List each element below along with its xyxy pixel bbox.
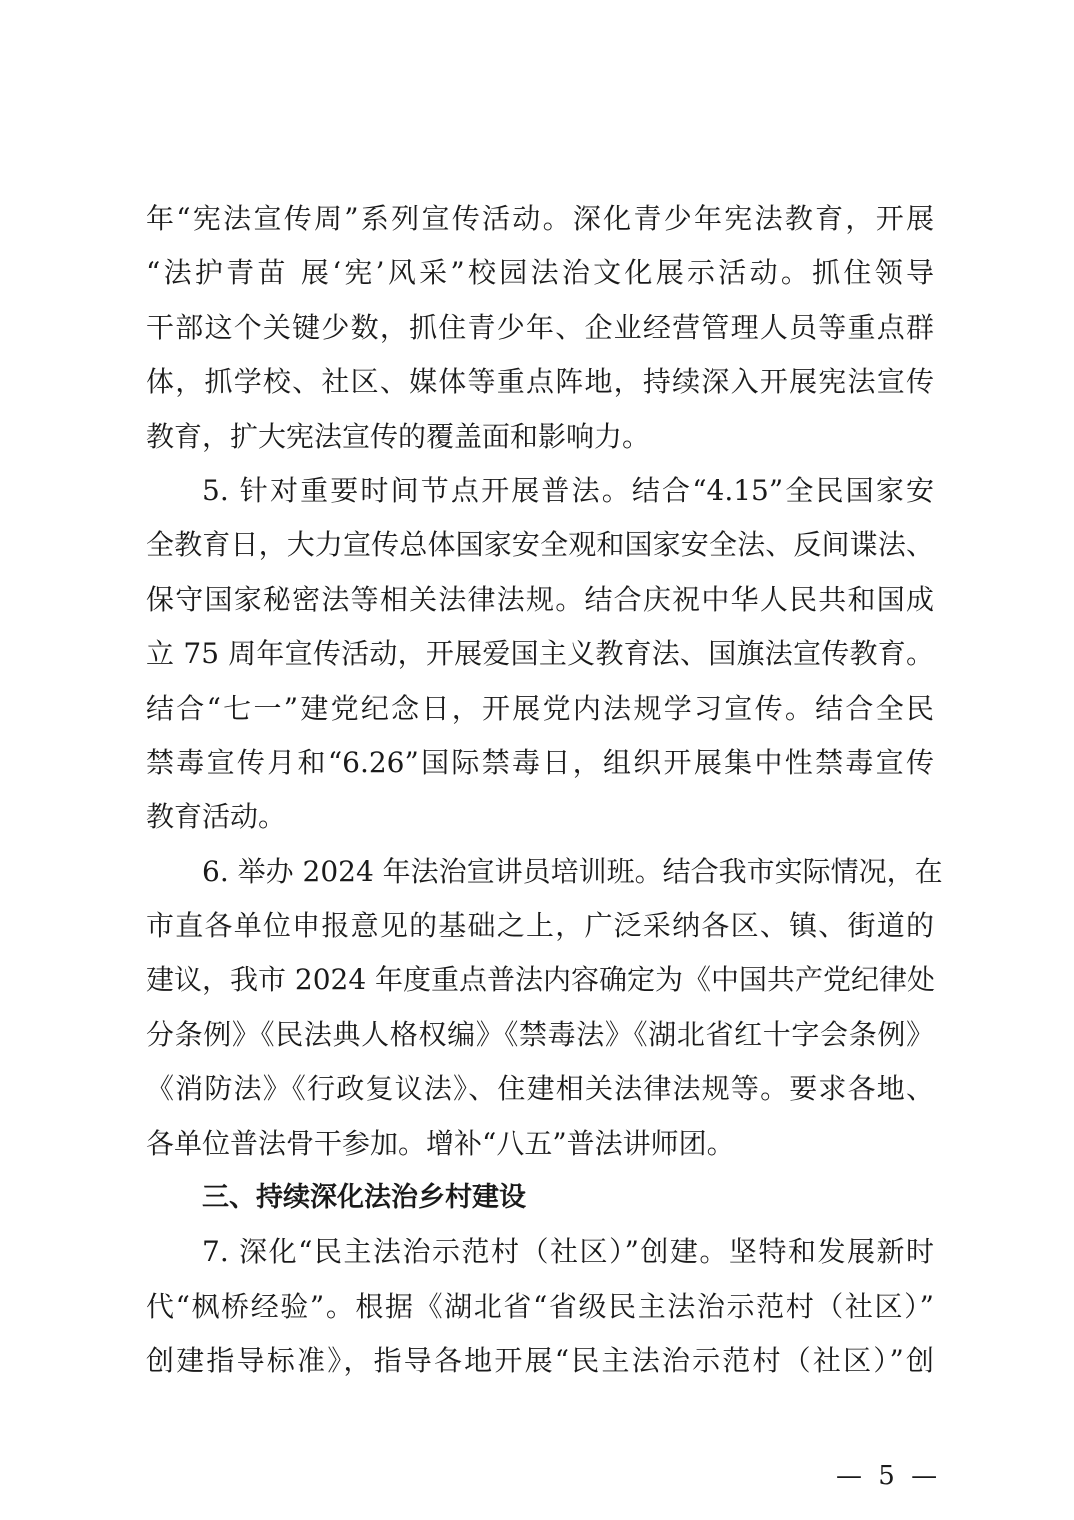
page-number: — 5 — (836, 1461, 942, 1491)
item-5-line-3: 保守国家秘密法等相关法律法规。结合庆祝中华人民共和国成 (146, 582, 934, 616)
section-heading-3: 三、持续深化法治乡村建设 (202, 1182, 526, 1214)
item-5-line-7: 教育活动。 (146, 800, 287, 834)
item-7-line-1: 7. 深化“民主法治示范村（社区）”创建。坚特和发展新时 (202, 1235, 934, 1269)
item-5-line-5: 结合“七一”建党纪念日，开展党内法规学习宣传。结合全民 (146, 691, 934, 725)
item-5-line-2: 全教育日，大力宣传总体国家安全观和国家安全法、反间谍法、 (146, 528, 934, 562)
item-6-line-2: 市直各单位申报意见的基础之上，广泛采纳各区、镇、街道的 (146, 909, 934, 943)
body-line-4: 体，抓学校、社区、媒体等重点阵地，持续深入开展宪法宣传 (146, 365, 934, 399)
item-5-line-4: 立 75 周年宣传活动，开展爱国主义教育法、国旗法宣传教育。 (146, 637, 934, 671)
body-line-5: 教育，扩大宪法宣传的覆盖面和影响力。 (146, 419, 651, 453)
document-body (146, 192, 943, 1389)
item-5-line-6: 禁毒宣传月和“6.26”国际禁毒日，组织开展集中性禁毒宣传 (146, 745, 934, 779)
body-line-1: 年“宪法宣传周”系列宣传活动。深化青少年宪法教育，开展 (146, 202, 934, 235)
item-5-line-1: 5. 针对重要时间节点开展普法。结合“4.15”全民国家安 (202, 473, 934, 507)
item-6-line-4: 分条例》《民法典人格权编》《禁毒法》《湖北省红十字会条例》 (146, 1017, 934, 1051)
item-7-line-3: 创建指导标准》，指导各地开展“民主法治示范村（社区）”创 (146, 1344, 934, 1378)
item-7-line-2: 代“枫桥经验”。根据《湖北省“省级民主法治示范村（社区）” (146, 1289, 934, 1323)
body-line-3: 干部这个关键少数，抓住青少年、企业经营管理人员等重点群 (146, 310, 934, 344)
body-line-2: “法护青苗 展‘宪’风采”校园法治文化展示活动。抓住领导 (146, 256, 934, 290)
item-6-line-1: 6. 举办 2024 年法治宣讲员培训班。结合我市实际情况，在 (202, 854, 943, 888)
item-6-line-3: 建议，我市 2024 年度重点普法内容确定为《中国共产党纪律处 (146, 963, 936, 997)
item-6-line-6: 各单位普法骨干参加。增补“八五”普法讲师团。 (146, 1126, 735, 1160)
item-6-line-5: 《消防法》《行政复议法》、住建相关法律法规等。要求各地、 (146, 1072, 934, 1106)
